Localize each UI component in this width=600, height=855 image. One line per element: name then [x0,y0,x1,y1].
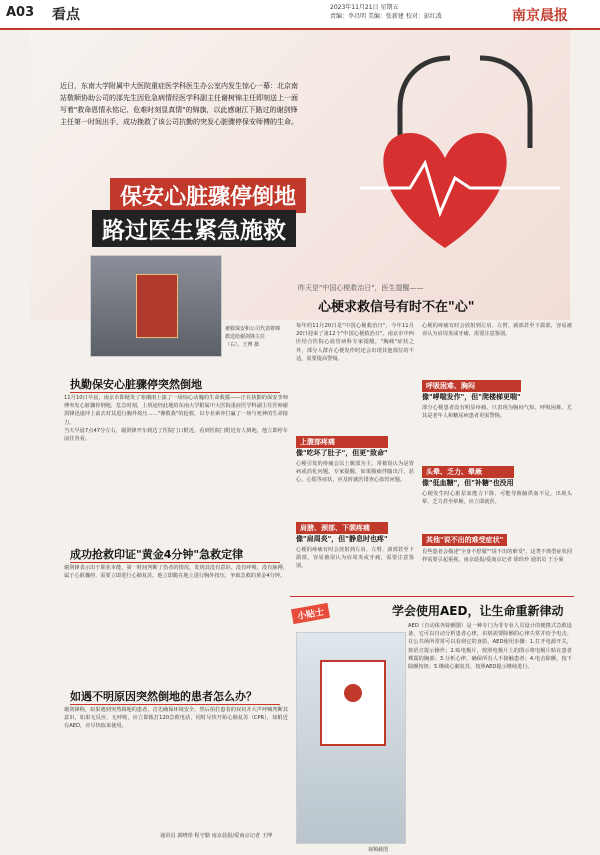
award-photo [90,255,222,357]
header-date: 2023年11月21日 星期五 [330,4,399,11]
symptom-4-text: 心梗发生时心脏泵血能力下降，可能导致脑供血不足，出现头晕、乏力甚至晕厥，应立即就医。 [422,491,572,506]
left-paragraph-1: 11月10日早晨，南京市即梗发了寒潮雨上演了一场惊心动魄的生命救援——正在执勤的保安李师傅突发心脏骤停倒地，危急时刻，上班途经此地的东南大学附属中大医院重症医学科副主任医师谢剑锋迅速冲上前去对其进行胸外按压……"像救我"的抢救，以专业素养打赢了一场与死神的生命接力。 [64,395,288,426]
stethoscope-heart-icon [330,38,570,268]
paper-logo: 南京晨报 [512,8,568,24]
feature-intro: 每年的11月20日是"中国心梗救治日"，今年11月20日迎来了第12个"中国心梗救治日"。南京市中西医结合医院心血管病科专家提醒，"胸痛"症状之外，部分人群在心梗发作时还会出现其他部位的不适，需要提高警惕。 [296,323,414,362]
banner-flag-icon [136,274,178,338]
aed-device-icon [320,660,386,746]
left-paragraph-2: 当天早晨7点47分左右，谢剑锋开车到达了医院门口附近，看到医院门附近有人倒地，他立即停车前往查看。 [64,427,288,443]
symptom-3-sub: 像"哮喘发作"，但"爬楼梯更喘" [422,393,521,401]
symptom-1 [296,436,388,458]
subhead-2: 成功抢救印证"黄金4分钟"急救定律 [70,546,280,563]
symptom-3 [422,380,521,402]
aed-heart-icon [344,684,362,702]
subhead-1: 执勤保安心脏骤停突然倒地 [70,376,280,393]
main-title-line1: 保安心脏骤停倒地 [110,178,306,213]
main-title-line2: 路过医生紧急施救 [92,210,296,247]
header-meta [330,3,500,21]
header-staff: 责编：李昌明 美编：张新建 校对：彭红波 [330,13,442,20]
aed-headline: 学会使用AED，让生命重新律动 [392,604,564,618]
symptom-5 [422,534,507,546]
page-header [0,0,600,30]
feature-kicker: 昨天是"中国心梗救治日"，医生提醒—— [298,284,424,292]
symptom-3-title: 呼吸困难、胸闷 [422,380,521,392]
symptom-2-text: 心梗的疼痛有时会放射到左肩、左臂、颈部甚至下颌部，容易被误认为肩周炎或牙痛，需要注意鉴别。 [296,547,414,570]
feature-headline: 心梗求救信号有时不在"心" [318,300,475,315]
photo-caption: 被救保安和公司代表将锦旗送给谢剑锋主任（右）。王博 摄 [225,326,281,348]
symptom-4-sub: 像"低血糖"，但"补糖"也没用 [422,479,514,487]
left-paragraph-3: 谢剑锋表示出于职业本能，第一时间判断了伤者的情况，发现其没有意识、没有呼吸、没有脉搏，属于心脏骤停，需要立即进行心肺复苏。他立即跪在地上进行胸外按压，争取急救的黄金4分钟。 [64,565,288,580]
symptom-5-text: 有些患者会描述"全身不舒服""说不出的难受"，这类不典型症状同样需要引起重视。南京晨报/爱南京记者 徐珍珍 通讯员 王小菊 [422,549,572,564]
symptom-1-title: 上腹部疼痛 [296,436,388,448]
aed-caption: 视频截图 [368,847,389,853]
symptom-5-title: 其他"说不出的难受症状" [422,534,507,546]
symptom-4-title: 头晕、乏力、晕厥 [422,466,514,478]
symptom-3-text: 部分心梗患者没有明显疼痛，只表现为胸闷气短、呼吸困难，尤其是老年人和糖尿病患者更需警惕。 [422,405,572,420]
section-name: 看点 [52,7,80,23]
left-paragraph-4: 谢剑锋称，如果遇到突然倒地的患者，首先确保环境安全，然后拍打患者的双肩并大声呼喊判断其意识，如果无反应、无呼吸，应立即拨打120急救电话，同时尽快开始心肺复苏（CPR），如附近有AED，应尽快取来使用。 [64,707,288,730]
page-number: A03 [6,5,35,20]
divider [290,596,574,597]
aed-text: AED（自动体外除颤器）是一种专门为非专业人员设计的便携式急救设备，它可以自动分析患者心律，识别需要除颤的心律失常并给予电击。在公共场所常常可以看到它的身影。AED使用步骤：1.打开电源开关，按语音提示操作；2.贴电极片，按照电极片上的图示将电极片贴在患者裸露的胸部；3.分析心律，确保所有人不接触患者；4.电击除颤，按下除颤按钮；5.继续心肺复苏，按照AED提示继续进行。 [408,623,572,671]
symptom-2-title: 肩膀、颈部、下颌疼痛 [296,522,388,534]
tip-tag: 小贴士 [291,603,330,624]
hero-lead: 近日，东南大学附属中大医院重症医学科医生办公室内发生惊心一幕：北京南站敬顺协助公司的邵先生因危急病情经医学科副主任谢树锦主任即刻送上一面写着"救命恩情永铭记、危难时刻显真情"的锦旗，以此感谢江下路过的谢剑锋主任第一时间出手，成功挽救了该公司抗勤的突发心脏骤停保安师傅的生命。 [60,82,298,126]
symptom-2-sub: 像"肩周炎"，但"静息时也疼" [296,535,388,543]
feature-continued: 心梗的疼痛有时会放射到左肩、左臂、颈部甚至下颌部，容易被误认为肩周炎或牙痛，需要注意鉴别。 [422,323,572,338]
symptom-4 [422,466,514,488]
symptom-1-text: 心梗引发的疼痛会以上腹部为主，常被误认为是胃病或消化问题。专家提醒，如果腹痛伴随出汗、恶心、心慌等症状，应及时就医排查心血管问题。 [296,461,414,484]
symptom-1-sub: 像"吃坏了肚子"，但更"致命" [296,449,388,457]
left-credit: 通讯员 郭晓彤 程守勤 南京晨报/爱南京记者 王博 [160,833,273,839]
symptom-2 [296,522,388,544]
subhead-3: 如遇不明原因突然倒地的患者怎么办？ [70,688,280,705]
left-body-1 [64,394,288,542]
